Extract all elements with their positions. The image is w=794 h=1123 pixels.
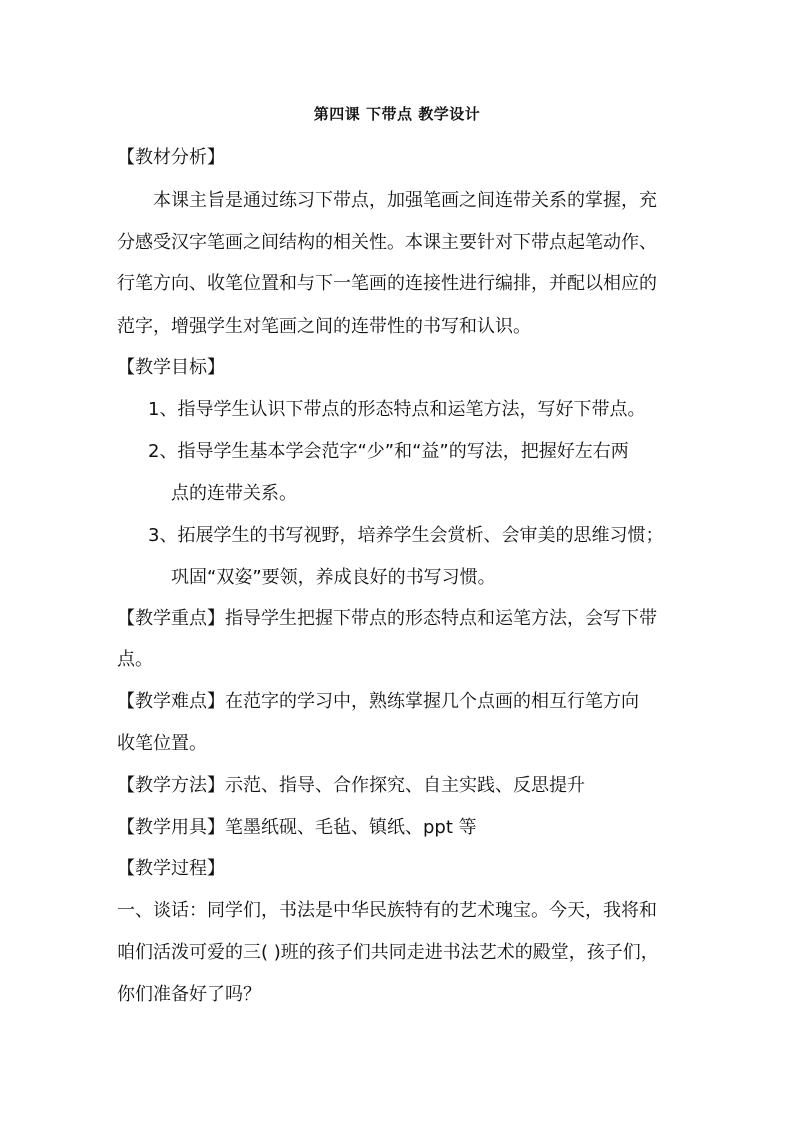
- goal-item-3: 3、拓展学生的书写视野，培养学生会赏析、会审美的思维习惯；: [148, 525, 664, 546]
- document-title: 第四课 下带点 教学设计: [313, 105, 481, 123]
- section-heading-analysis: 【教材分析】: [117, 147, 225, 168]
- difficulties-line-2: 收笔位置。: [117, 733, 207, 754]
- goal-item-2: 2、指导学生基本学会范字“少”和“益”的写法，把握好左右两: [148, 441, 629, 462]
- process-line-3: 你们准备好了吗？: [117, 984, 261, 1005]
- analysis-line-1: 本课主旨是通过练习下带点，加强笔画之间连带关系的掌握，充: [153, 190, 657, 211]
- key-points-line-1: 【教学重点】指导学生把握下带点的形态特点和运笔方法，会写下带: [117, 608, 657, 629]
- analysis-line-2: 分感受汉字笔画之间结构的相关性。本课主要针对下带点起笔动作、: [117, 232, 657, 253]
- section-heading-goals: 【教学目标】: [117, 357, 225, 378]
- methods-line: 【教学方法】示范、指导、合作探究、自主实践、反思提升: [117, 775, 585, 796]
- key-points-line-2: 点。: [117, 649, 153, 670]
- goal-item-1: 1、指导学生认识下带点的形态特点和运笔方法，写好下带点。: [148, 399, 646, 420]
- difficulties-line-1: 【教学难点】在范字的学习中，熟练掌握几个点画的相互行笔方向: [117, 691, 639, 712]
- process-line-1: 一、谈话：同学们，书法是中华民族特有的艺术瑰宝。今天，我将和: [117, 900, 657, 921]
- analysis-line-3: 行笔方向、收笔位置和与下一笔画的连接性进行编排，并配以相应的: [117, 273, 657, 294]
- analysis-line-4: 范字，增强学生对笔画之间的连带性的书写和认识。: [117, 316, 531, 337]
- tools-line: 【教学用具】笔墨纸砚、毛毡、镇纸、ppt 等: [117, 817, 477, 838]
- goal-item-2-cont: 点的连带关系。: [171, 483, 297, 504]
- goal-item-3-cont: 巩固“双姿”要领，养成良好的书写习惯。: [171, 567, 496, 588]
- process-line-2: 咱们活泼可爱的三( )班的孩子们共同走进书法艺术的殿堂，孩子们，: [117, 942, 659, 963]
- section-heading-process: 【教学过程】: [117, 858, 225, 879]
